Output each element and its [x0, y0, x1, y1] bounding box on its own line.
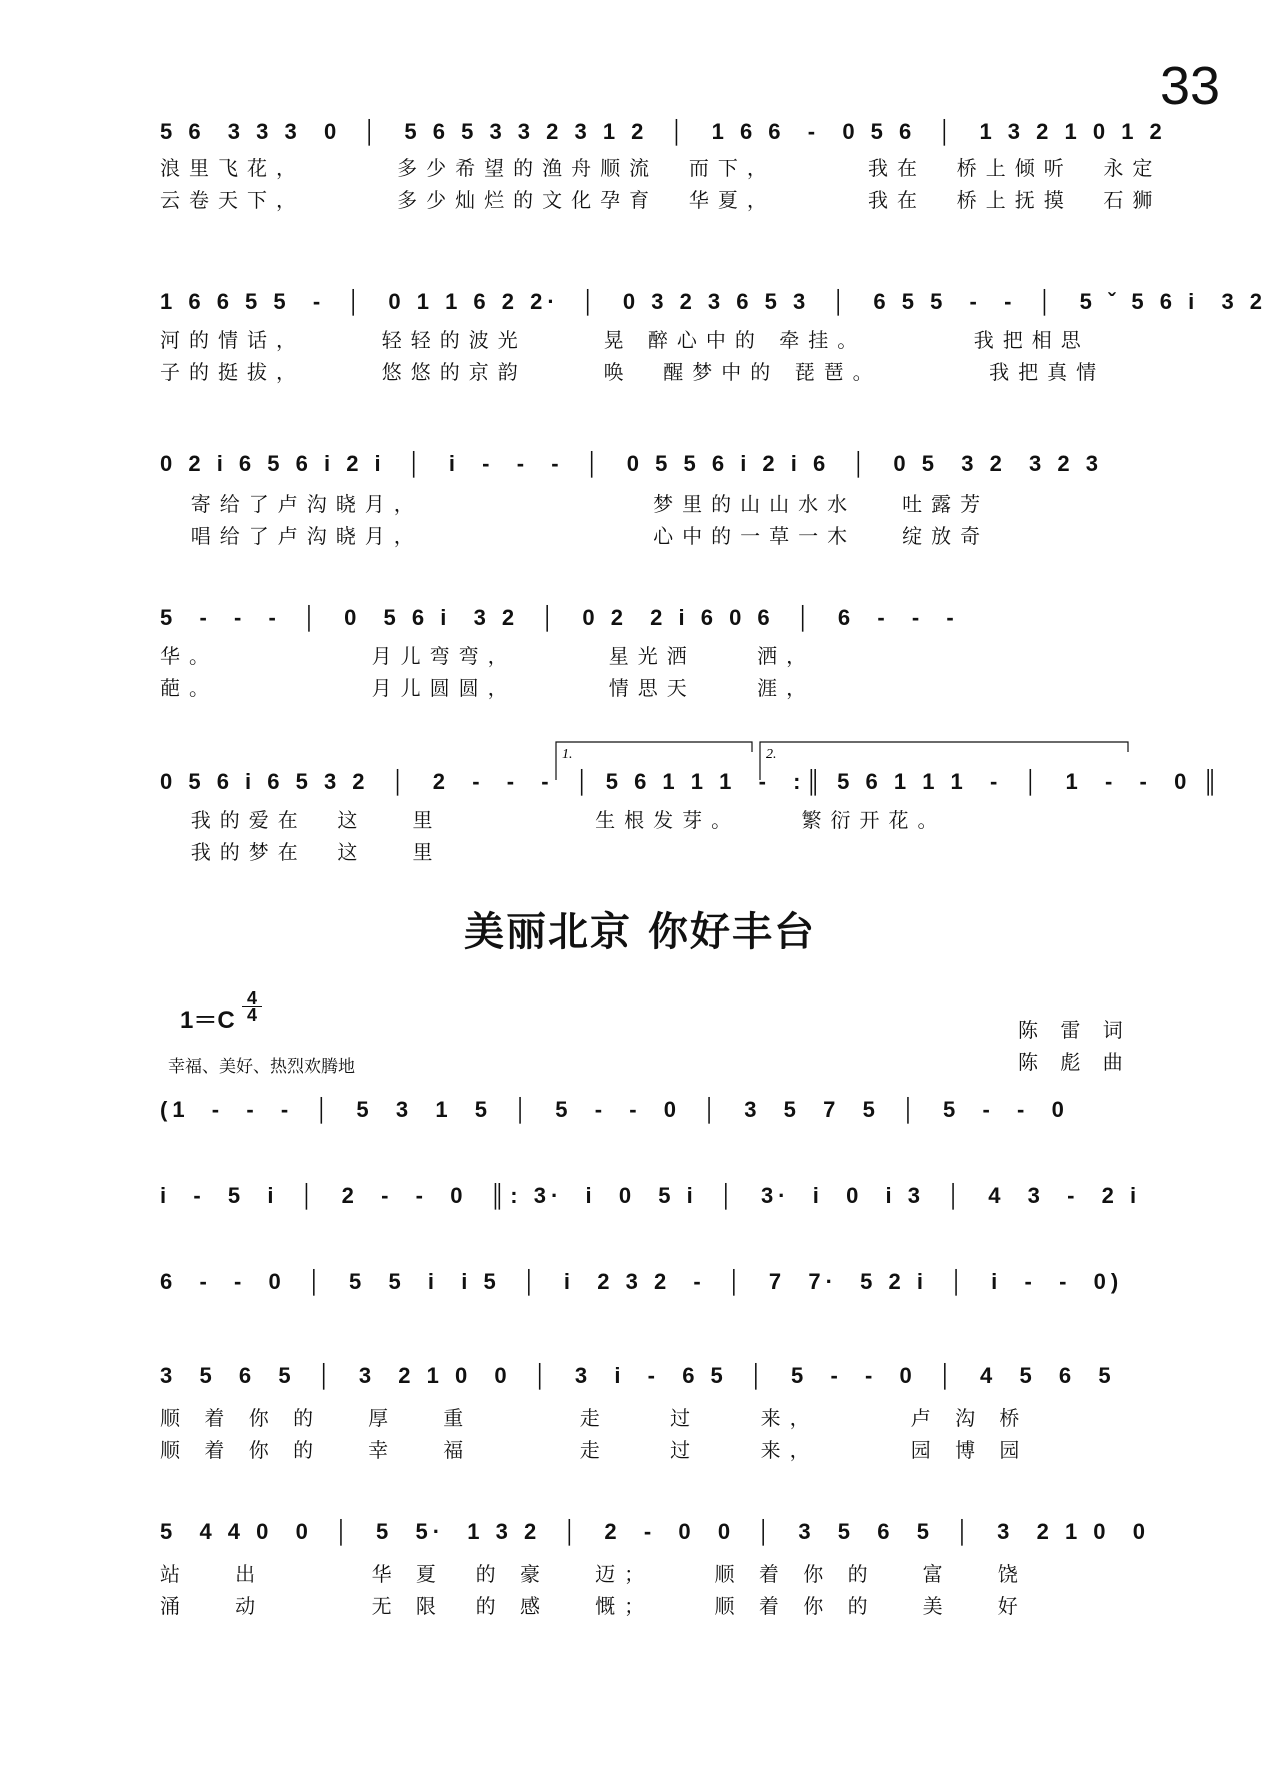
notation-line: 5 4 4 0 0 │ 5 5· 1 3 2 │ 2 - 0 0 │ 3 5 6 5 │ 3 2 1 0 0 [160, 1519, 1150, 1544]
lyric-verse-1: 站 出 华 夏 的 豪 迈； 顺 着 你 的 富 饶 [160, 1562, 1027, 1586]
lyricist-credit: 陈 雷 词 [1018, 1018, 1131, 1042]
lyric-verse-1: 我的爱在 这 里 生根发芽。 繁衍开花。 [160, 808, 947, 832]
tempo-marking: 幸福、美好、热烈欢腾地 [168, 1057, 355, 1077]
notation-line: i - 5 i │ 2 - - 0 ║: 3· i 0 5 i │ 3· i 0 i 3 │ 4 3 - 2 i [160, 1183, 1142, 1208]
time-signature [242, 990, 262, 1023]
key-label: 1＝C [180, 1007, 235, 1034]
lyric-verse-2: 涌 动 无 限 的 感 慨； 顺 着 你 的 美 好 [160, 1594, 1027, 1618]
lyric-verse-2: 顺 着 你 的 幸 福 走 过 来， 园 博 园 [160, 1438, 1029, 1462]
lyric-verse-1: 顺 着 你 的 厚 重 走 过 来， 卢 沟 桥 [160, 1406, 1029, 1430]
lyric-verse-2: 唱给了卢沟晓月， 心中的一草一木 绽放奇 [160, 524, 990, 548]
song-title: 美丽北京 你好丰台 [464, 909, 816, 955]
notation-line: 0 2 i 6 5 6 i 2 i │ i - - - │ 0 5 5 6 i 2 i 6 │ 0 5 3 2 3 2 3 [160, 451, 1103, 476]
lyric-verse-2: 我的梦在 这 里 [160, 840, 442, 864]
notation-line: 6 - - 0 │ 5 5 i i 5 │ i 2 3 2 - │ 7 7· 5 2 i │ i - - 0) [160, 1269, 1124, 1294]
composer-credit: 陈 彪 曲 [1018, 1050, 1131, 1074]
notation-line: 5 6 3 3 3 0 │ 5 6 5 3 3 2 3 1 2 │ 1 6 6 - 0 5 6 │ 1 3 2 1 0 1 2 [160, 119, 1167, 144]
notation-line: (1 - - - │ 5 3 1 5 │ 5 - - 0 │ 3 5 7 5 │ 5 - - 0 [160, 1097, 1069, 1122]
notation-line: 0 5 6 i 6 5 3 2 │ 2 - - - │ 5 6 1 1 1 - :║ 5 6 1 1 1 - │ 1 - - 0 ║ [160, 769, 1224, 794]
lyric-verse-2: 子的挺拔， 悠悠的京韵 唤 醒梦中的 琵琶。 我把真情 [160, 360, 1106, 384]
notation-line: 3 5 6 5 │ 3 2 1 0 0 │ 3 i - 6 5 │ 5 - - 0 │ 4 5 6 5 [160, 1363, 1116, 1388]
lyric-verse-1: 华。 月儿弯弯， 星光洒 洒， [160, 644, 816, 668]
lyric-verse-2: 葩。 月儿圆圆， 情思天 涯， [160, 676, 816, 700]
notation-line: 1 6 6 5 5 - │ 0 1 1 6 2 2· │ 0 3 2 3 6 5 3 │ 6 5 5 - - │ 5 ˇ 5 6 i 3 2 [160, 289, 1268, 314]
notation-line: 5 - - - │ 0 5 6 i 3 2 │ 0 2 2 i 6 0 6 │ 6 - - - [160, 605, 959, 630]
lyric-verse-1: 寄给了卢沟晓月， 梦里的山山水水 吐露芳 [160, 492, 990, 516]
lyric-verse-1: 浪里飞花， 多少希望的渔舟顺流 而下， 我在 桥上倾听 永定 [160, 156, 1162, 180]
meter-top: 4 [246, 988, 257, 1008]
volta-2-label: 2. [766, 747, 777, 762]
lyric-verse-2: 云卷天下， 多少灿烂的文化孕育 华夏， 我在 桥上抚摸 石狮 [160, 188, 1162, 212]
lyric-verse-1: 河的情话， 轻轻的波光 晃 醉心中的 牵挂。 我把相思 [160, 328, 1090, 352]
key-signature [180, 988, 257, 1035]
page-number: 33 [1160, 56, 1221, 116]
meter-bottom: 4 [242, 1006, 262, 1023]
volta-1-label: 1. [562, 747, 573, 762]
